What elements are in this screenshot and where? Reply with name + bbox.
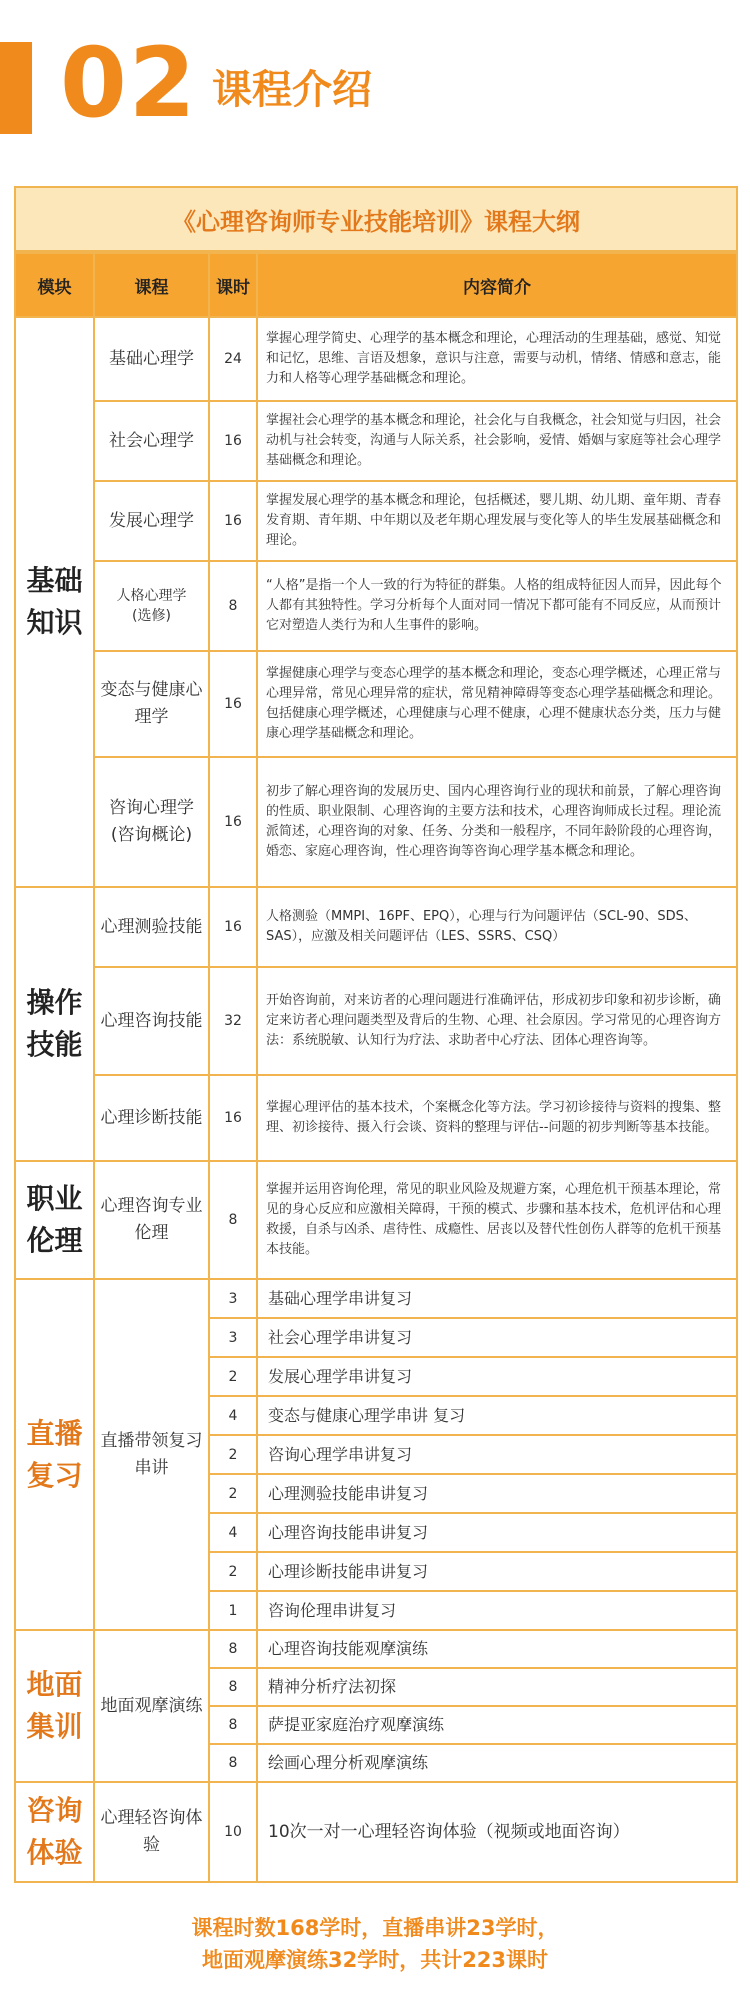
course-content: 掌握社会心理学的基本概念和理论，社会化与自我概念，社会知觉与归因，社会动机与社会转变，沟通与人际关系，社会影响，爱情、婚姻与家庭等社会心理学基础概念和理论。 <box>257 401 737 481</box>
course-name: 变态与健康心理学 <box>94 651 209 757</box>
column-header-hours: 课时 <box>209 252 257 317</box>
table-row <box>15 1630 737 1668</box>
table-row <box>15 481 737 561</box>
course-hours: 24 <box>209 317 257 401</box>
course-hours: 32 <box>209 967 257 1075</box>
course-content: 萨提亚家庭治疗观摩演练 <box>257 1706 737 1744</box>
module-onsite-training: 地面 集训 <box>15 1630 94 1782</box>
total-hours-summary <box>0 1912 750 1976</box>
module-live-review: 直播 复习 <box>15 1279 94 1630</box>
table-header-row <box>15 252 737 317</box>
course-content: 掌握心理学简史、心理学的基本概念和理论，心理活动的生理基础，感觉、知觉和记忆，思维、言语及想象，意识与注意，需要与动机，情绪、情感和意志，能力和人格等心理学基础概念和理论。 <box>257 317 737 401</box>
course-content: 咨询心理学串讲复习 <box>257 1435 737 1474</box>
course-name: 基础心理学 <box>94 317 209 401</box>
course-hours: 3 <box>209 1318 257 1357</box>
module-basic-knowledge: 基础 知识 <box>15 317 94 887</box>
course-hours: 16 <box>209 481 257 561</box>
course-hours: 2 <box>209 1435 257 1474</box>
course-content: 人格测验（MMPI、16PF、EPQ），心理与行为问题评估（SCL-90、SDS、SAS），应激及相关问题评估（LES、SSRS、CSQ） <box>257 887 737 967</box>
course-content: 变态与健康心理学串讲 复习 <box>257 1396 737 1435</box>
course-hours: 16 <box>209 757 257 887</box>
course-name: 心理咨询专业伦理 <box>94 1161 209 1279</box>
course-hours: 3 <box>209 1279 257 1318</box>
section-header <box>0 0 750 140</box>
course-hours: 10 <box>209 1782 257 1882</box>
course-hours: 4 <box>209 1513 257 1552</box>
table-row <box>15 757 737 887</box>
course-content: 发展心理学串讲复习 <box>257 1357 737 1396</box>
course-content: 10次一对一心理轻咨询体验（视频或地面咨询） <box>257 1782 737 1882</box>
table-row <box>15 1075 737 1161</box>
table-caption-row <box>15 187 737 252</box>
table-row <box>15 651 737 757</box>
course-hours: 2 <box>209 1552 257 1591</box>
accent-bar <box>0 42 32 134</box>
course-content: 绘画心理分析观摩演练 <box>257 1744 737 1782</box>
course-hours: 4 <box>209 1396 257 1435</box>
column-header-content: 内容简介 <box>257 252 737 317</box>
course-hours: 2 <box>209 1474 257 1513</box>
table-row <box>15 967 737 1075</box>
table-row <box>15 1161 737 1279</box>
module-counseling-experience: 咨询 体验 <box>15 1782 94 1882</box>
course-content: 掌握发展心理学的基本概念和理论，包括概述，婴儿期、幼儿期、童年期、青春发育期、青年期、中年期以及老年期心理发展与变化等人的毕生发展基础概念和理论。 <box>257 481 737 561</box>
summary-line-2: 地面观摩演练32学时，共计223课时 <box>201 1948 549 1972</box>
table-caption: 《心理咨询师专业技能培训》课程大纲 <box>15 187 737 252</box>
course-name: 地面观摩演练 <box>94 1630 209 1782</box>
course-hours: 16 <box>209 1075 257 1161</box>
course-name: 心理咨询技能 <box>94 967 209 1075</box>
course-content: 心理诊断技能串讲复习 <box>257 1552 737 1591</box>
course-content: 心理测验技能串讲复习 <box>257 1474 737 1513</box>
course-content: 掌握心理评估的基本技术，个案概念化等方法。学习初诊接待与资料的搜集、整理、初诊接待、摄入行会谈、资料的整理与评估--问题的初步判断等基本技能。 <box>257 1075 737 1161</box>
course-content: 开始咨询前，对来访者的心理问题进行准确评估，形成初步印象和初步诊断，确定来访者心理问题类型及背后的生物、心理、社会原因。学习常见的心理咨询方法：系统脱敏、认知行为疗法、求助者中心疗法、团体心理咨询等。 <box>257 967 737 1075</box>
course-hours: 8 <box>209 1706 257 1744</box>
course-outline-table <box>14 186 738 1883</box>
course-name: 心理测验技能 <box>94 887 209 967</box>
course-content: 心理咨询技能观摩演练 <box>257 1630 737 1668</box>
course-name: 心理诊断技能 <box>94 1075 209 1161</box>
course-content: 初步了解心理咨询的发展历史、国内心理咨询行业的现状和前景，了解心理咨询的性质、职业限制、心理咨询的主要方法和技术，心理咨询师成长过程。理论流派简述，心理咨询的对象、任务、分类和一般程序，不同年龄阶段的心理咨询，婚恋、家庭心理咨询，性心理咨询等咨询心理学基本概念和理论。 <box>257 757 737 887</box>
course-name: 人格心理学 (选修) <box>94 561 209 651</box>
course-hours: 16 <box>209 401 257 481</box>
table-row <box>15 561 737 651</box>
course-content: 精神分析疗法初探 <box>257 1668 737 1706</box>
table-row <box>15 1279 737 1318</box>
course-hours: 16 <box>209 887 257 967</box>
course-hours: 8 <box>209 561 257 651</box>
course-content: 基础心理学串讲复习 <box>257 1279 737 1318</box>
course-name: 直播带领复习串讲 <box>94 1279 209 1630</box>
table-row <box>15 887 737 967</box>
table-row <box>15 317 737 401</box>
course-name: 咨询心理学(咨询概论) <box>94 757 209 887</box>
course-name: 发展心理学 <box>94 481 209 561</box>
course-name: 心理轻咨询体验 <box>94 1782 209 1882</box>
section-title: 课程介绍 <box>212 67 372 113</box>
course-hours: 8 <box>209 1668 257 1706</box>
course-content: 掌握健康心理学与变态心理学的基本概念和理论，变态心理学概述，心理正常与心理异常，常见心理异常的症状，常见精神障碍等变态心理学基础概念和理论。包括健康心理学概述，心理健康与心理不健康，心理不健康状态分类，压力与健康心理学基础概念和理论。 <box>257 651 737 757</box>
course-hours: 2 <box>209 1357 257 1396</box>
module-professional-ethics: 职业 伦理 <box>15 1161 94 1279</box>
course-content: 社会心理学串讲复习 <box>257 1318 737 1357</box>
table-row <box>15 1782 737 1882</box>
course-hours: 1 <box>209 1591 257 1630</box>
course-hours: 8 <box>209 1161 257 1279</box>
section-number: 02 <box>60 27 198 139</box>
course-hours: 16 <box>209 651 257 757</box>
module-operation-skills: 操作 技能 <box>15 887 94 1161</box>
course-name: 社会心理学 <box>94 401 209 481</box>
table-row <box>15 401 737 481</box>
course-content: 咨询伦理串讲复习 <box>257 1591 737 1630</box>
course-content: 掌握并运用咨询伦理，常见的职业风险及规避方案，心理危机干预基本理论，常见的身心反应和应激相关障碍，干预的模式、步骤和基本技术，危机评估和心理救援，自杀与凶杀、虐待性、成瘾性、居丧以及替代性创伤人群等的危机干预基本技能。 <box>257 1161 737 1279</box>
column-header-module: 模块 <box>15 252 94 317</box>
course-content: “人格”是指一个人一致的行为特征的群集。人格的组成特征因人而异，因此每个人都有其独特性。学习分析每个人面对同一情况下都可能有不同反应，从而预计它对塑造人类行为和人生事件的影响。 <box>257 561 737 651</box>
course-content: 心理咨询技能串讲复习 <box>257 1513 737 1552</box>
column-header-course: 课程 <box>94 252 209 317</box>
course-hours: 8 <box>209 1744 257 1782</box>
summary-line-1: 课程时数168学时，直播串讲23学时， <box>191 1916 559 1940</box>
course-hours: 8 <box>209 1630 257 1668</box>
